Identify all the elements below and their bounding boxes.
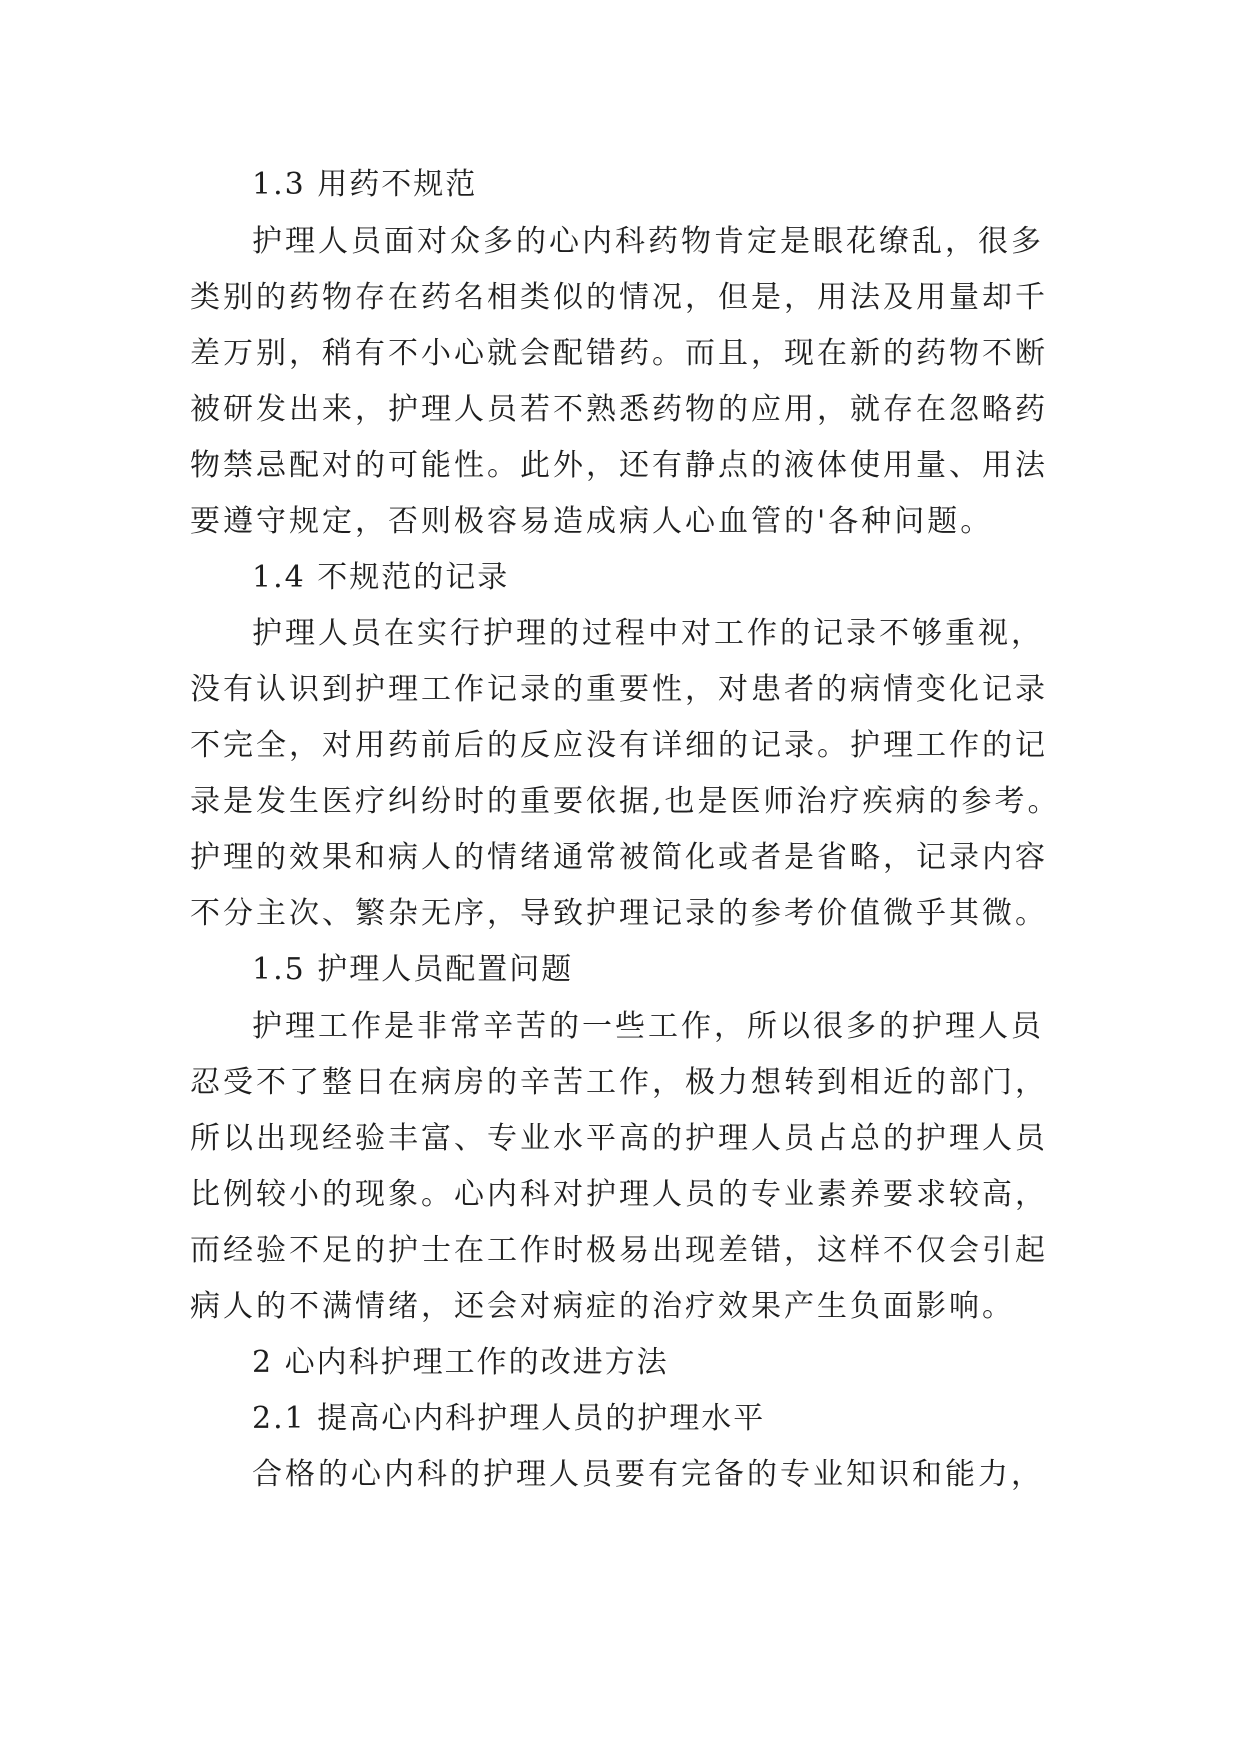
paragraph-line: 物禁忌配对的可能性。此外，还有静点的液体使用量、用法 (190, 448, 1048, 483)
section-heading-2-1: 2.1 提高心内科护理人员的护理水平 (252, 1401, 766, 1436)
paragraph-line: 类别的药物存在药名相类似的情况，但是，用法及用量却千 (190, 280, 1048, 315)
paragraph-line: 不完全，对用药前后的反应没有详细的记录。护理工作的记 (190, 728, 1048, 763)
paragraph-line: 差万别，稍有不小心就会配错药。而且，现在新的药物不断 (190, 336, 1048, 371)
paragraph-line: 比例较小的现象。心内科对护理人员的专业素养要求较高， (190, 1177, 1048, 1212)
paragraph-line: 护理人员面对众多的心内科药物肯定是眼花缭乱，很多 (252, 224, 1044, 259)
section-heading-1-5: 1.5 护理人员配置问题 (252, 952, 574, 987)
paragraph-line: 合格的心内科的护理人员要有完备的专业知识和能力， (252, 1457, 1044, 1492)
section-heading-1-4: 1.4 不规范的记录 (252, 560, 510, 595)
paragraph-line: 护理工作是非常辛苦的一些工作，所以很多的护理人员 (252, 1009, 1044, 1044)
paragraph-line: 病人的不满情绪，还会对病症的治疗效果产生负面影响。 (190, 1289, 1015, 1324)
paragraph-line: 护理的效果和病人的情绪通常被简化或者是省略，记录内容 (190, 840, 1048, 875)
paragraph-line: 护理人员在实行护理的过程中对工作的记录不够重视， (252, 616, 1044, 651)
paragraph-line: 所以出现经验丰富、专业水平高的护理人员占总的护理人员 (190, 1121, 1048, 1156)
paragraph-line: 没有认识到护理工作记录的重要性，对患者的病情变化记录 (190, 672, 1048, 707)
section-heading-2: 2 心内科护理工作的改进方法 (252, 1345, 669, 1380)
paragraph-line: 要遵守规定，否则极容易造成病人心血管的'各种问题。 (190, 504, 994, 539)
paragraph-line: 被研发出来，护理人员若不熟悉药物的应用，就存在忽略药 (190, 392, 1048, 427)
section-heading-1-3: 1.3 用药不规范 (252, 167, 478, 202)
paragraph-line: 忍受不了整日在病房的辛苦工作，极力想转到相近的部门， (190, 1065, 1048, 1100)
paragraph-line: 而经验不足的护士在工作时极易出现差错，这样不仅会引起 (190, 1233, 1048, 1268)
paragraph-line: 录是发生医疗纠纷时的重要依据,也是医师治疗疾病的参考。 (190, 784, 1061, 819)
paragraph-line: 不分主次、繁杂无序，导致护理记录的参考价值微乎其微。 (190, 896, 1048, 931)
